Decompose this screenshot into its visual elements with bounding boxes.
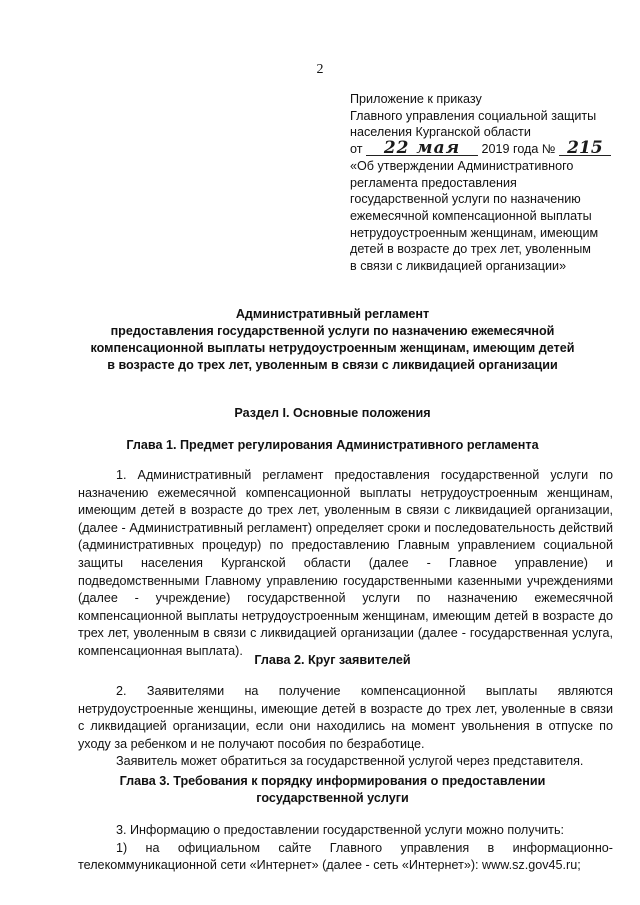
paragraph-text: 2. Заявителями на получение компенсационной выплаты являются нетрудоустроенные женщины, имеющие детей в возрасте до трех лет, уволенные в связи с ликвидацией организации, если они находились на момент увольнения в отпуске по уходу за ребенком и не получают пособия по безработице. (78, 684, 613, 751)
handwritten-order-number: 215 (559, 141, 611, 156)
section-heading: Раздел I. Основные положения (234, 406, 431, 420)
from-label: от (350, 142, 363, 157)
title-line: компенсационной выплаты нетрудоустроенным женщинам, имеющим детей (90, 341, 575, 355)
chapter-heading (60, 773, 605, 807)
appendix-line: Главного управления социальной защиты (350, 108, 597, 123)
paragraph-text: Заявитель может обратиться за государственной услугой через представителя. (116, 754, 584, 769)
paragraph-3 (78, 822, 613, 875)
paragraph-2 (78, 683, 613, 771)
appendix-line: населения Курганской области (350, 125, 531, 140)
order-title-line: «Об утверждении Административного (350, 158, 574, 173)
order-title-line: детей в возрасте до трех лет, уволенным (350, 242, 591, 257)
paragraph-1 (78, 467, 613, 661)
order-title-line: ежемесячной компенсационной выплаты (350, 208, 592, 223)
chapter-heading-line: государственной услуги (256, 791, 409, 805)
title-line: в возрасте до трех лет, уволенным в связи с ликвидацией организации (107, 358, 558, 372)
appendix-date-line (350, 138, 620, 159)
chapter-heading: Глава 1. Предмет регулирования Административного регламента (126, 438, 539, 452)
paragraph-text: 3. Информацию о предоставлении государственной услуги можно получить: (116, 823, 565, 837)
year-text: 2019 года № (481, 142, 556, 157)
chapter-heading: Глава 2. Круг заявителей (254, 653, 411, 667)
handwritten-date: 22 мая (366, 141, 478, 156)
appendix-block (350, 91, 620, 275)
order-title-line: государственной услуги по назначению (350, 192, 581, 207)
paragraph-text: 1) на официальном сайте Главного управления в информационно-телекоммуникационной сети «Интернет» (далее - сеть «Интернет»): www.sz.gov45.ru; (78, 840, 613, 873)
page-number: 2 (316, 62, 324, 77)
order-title-line: регламента предоставления (350, 175, 517, 190)
title-line: Административный регламент (235, 307, 430, 321)
title-line: предоставления государственной услуги по назначению ежемесячной (110, 324, 555, 338)
document-title (60, 306, 605, 374)
order-title-line: в связи с ликвидацией организации» (350, 259, 567, 274)
order-title-line: нетрудоустроенным женщинам, имеющим (350, 225, 599, 240)
paragraph-text: 1. Административный регламент предоставления государственной услуги по назначению ежемесячной компенсационной выплаты нетрудоустроенным женщинам, имеющим детей в возрасте до трех лет, уволенным в связи с ликвидацией организации, (далее - Административный регламент) определяет сроки и последовательность действий (административных процедур) по предоставлению Главным управлением социальной защиты населения Курганской области (далее - Главное управление) и подведомственными Главному управлению государственными казенными учреждениями (далее - учреждение) государственной услуги по назначению ежемесячной компенсационной выплаты нетрудоустроенным женщинам, имеющим детей в возрасте до трех лет, уволенным в связи с ликвидацией организации (далее - государственная услуга, компенсационная выплата). (78, 468, 613, 658)
chapter-heading-line: Глава 3. Требования к порядку информирования о предоставлении (119, 774, 546, 788)
appendix-line: Приложение к приказу (350, 92, 482, 106)
